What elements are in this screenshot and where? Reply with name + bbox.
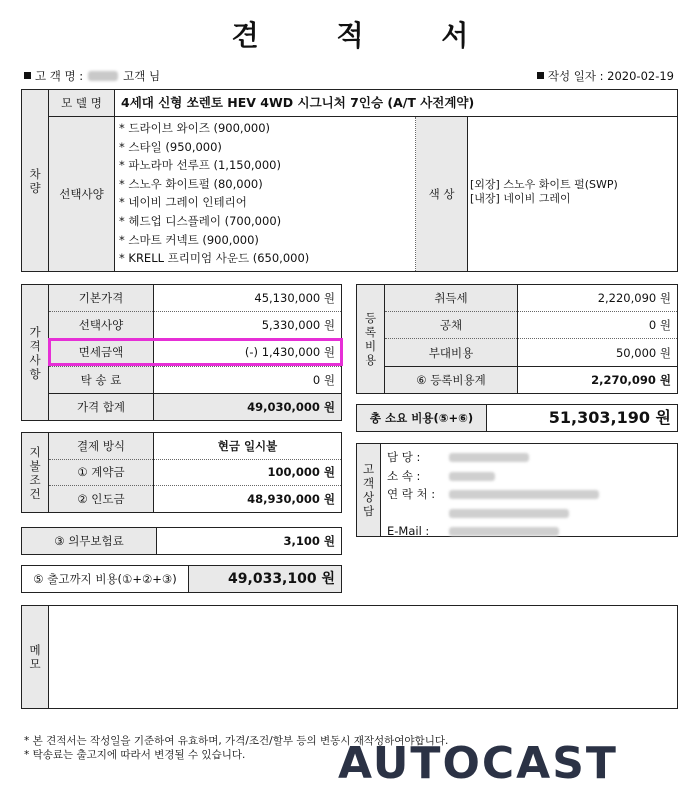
bullet-square-icon [24, 72, 31, 79]
redacted-phone [449, 490, 599, 499]
option-item: * KRELL 프리미엄 사운드 (650,000) [119, 251, 310, 266]
option-item: * 헤드업 디스플레이 (700,000) [119, 213, 282, 228]
release-cost-box [21, 565, 342, 593]
redacted-manager [449, 453, 529, 462]
option-item: * 스노우 화이트펄 (80,000) [119, 176, 263, 191]
insurance-value: 3,100 원 [283, 534, 335, 548]
memo-section [21, 605, 678, 709]
redacted-affiliation [449, 472, 495, 481]
customer-label: 고 객 명 : [35, 69, 84, 83]
price-row: 탁 송 료 0 원 [49, 366, 341, 393]
option-item: * 파노라마 선루프 (1,150,000) [119, 158, 281, 173]
release-cost-value: 49,033,100 원 [189, 566, 341, 592]
payment-method-row: 결제 방식 현금 일시불 [49, 433, 341, 459]
price-row-tax-exempt: 면세금액 (-) 1,430,000 원 [49, 339, 341, 366]
vehicle-section-label: 차량 [22, 90, 49, 271]
registration-row: 취득세 2,220,090 원 [385, 285, 677, 312]
options-list [115, 119, 415, 269]
option-item: * 드라이브 와이즈 (900,000) [119, 121, 271, 135]
contact-field-2 [387, 504, 599, 523]
customer-line [24, 68, 160, 84]
note-1: * 본 견적서는 작성일을 기준하여 유효하며, 가격/조건/할부 등의 변동시 재작성하여야합니다. [24, 735, 449, 747]
option-item: * 스타일 (950,000) [119, 139, 222, 154]
payment-row: ② 인도금 48,930,000 원 [49, 486, 341, 512]
total-cost-label: 총 소요 비용(⑤+⑥) [357, 405, 487, 431]
memo-label: 메모 [22, 606, 49, 708]
color-label: 색 상 [416, 117, 468, 271]
color-values [470, 178, 618, 206]
insurance-label: ③ 의무보험료 [22, 528, 157, 554]
redacted-email [449, 527, 559, 536]
consult-fields [387, 448, 599, 541]
payment-table [49, 433, 341, 512]
registration-table [385, 285, 677, 393]
model-value: 4세대 신형 쏘렌토 HEV 4WD 시그니처 7인승 (A/T 사전계약) [115, 90, 677, 117]
payment-section [21, 432, 342, 513]
date-line [537, 68, 674, 84]
registration-row: 공채 0 원 [385, 312, 677, 339]
color-interior: [내장] 네이비 그레이 [470, 192, 571, 205]
total-cost-box [356, 404, 678, 432]
model-label: 모 델 명 [49, 90, 115, 117]
contact-field: 연 락 처 : [387, 485, 599, 504]
insurance-box [21, 527, 342, 555]
total-cost-value: 51,303,190 원 [548, 408, 671, 427]
date-label: 작성 일자 : 2020-02-19 [547, 69, 674, 83]
vehicle-section [21, 89, 678, 272]
price-total-row: 가격 합계 49,030,000 원 [49, 393, 341, 420]
highlight-box [48, 338, 343, 366]
consult-section [356, 443, 678, 537]
price-row: 선택사양 5,330,000 원 [49, 312, 341, 339]
payment-section-label: 지불조건 [22, 433, 49, 512]
option-item: * 스마트 커넥트 (900,000) [119, 232, 259, 247]
registration-total-row: ⑥ 등록비용계 2,270,090 원 [385, 366, 677, 393]
redacted-phone-2 [449, 509, 569, 518]
color-exterior: [외장] 스노우 화이트 펄(SWP) [470, 178, 618, 191]
options-label: 선택사양 [49, 117, 115, 271]
price-section-label: 가격사항 [22, 285, 49, 420]
registration-section [356, 284, 678, 394]
memo-area[interactable] [49, 606, 677, 708]
release-cost-label: ⑤ 출고까지 비용(①+②+③) [22, 566, 189, 592]
redacted-name [88, 71, 118, 81]
note-2: * 탁송료는 출고지에 따라서 변경될 수 있습니다. [24, 749, 246, 761]
brand-logo: AUTOCAST [338, 738, 618, 789]
email-field: E-Mail : [387, 522, 599, 541]
registration-section-label: 등록비용 [357, 285, 385, 393]
customer-suffix: 고객 님 [123, 69, 161, 83]
document-title: 견 적 서 [231, 19, 503, 52]
consult-section-label: 고객상담 [357, 444, 381, 536]
affiliation-field: 소 속 : [387, 467, 599, 486]
option-item: * 네이비 그레이 인테리어 [119, 195, 247, 210]
manager-field: 담 당 : [387, 448, 599, 467]
bullet-square-icon [537, 72, 544, 79]
payment-row: ① 계약금 100,000 원 [49, 459, 341, 486]
price-row: 기본가격 45,130,000 원 [49, 285, 341, 312]
registration-row: 부대비용 50,000 원 [385, 339, 677, 366]
